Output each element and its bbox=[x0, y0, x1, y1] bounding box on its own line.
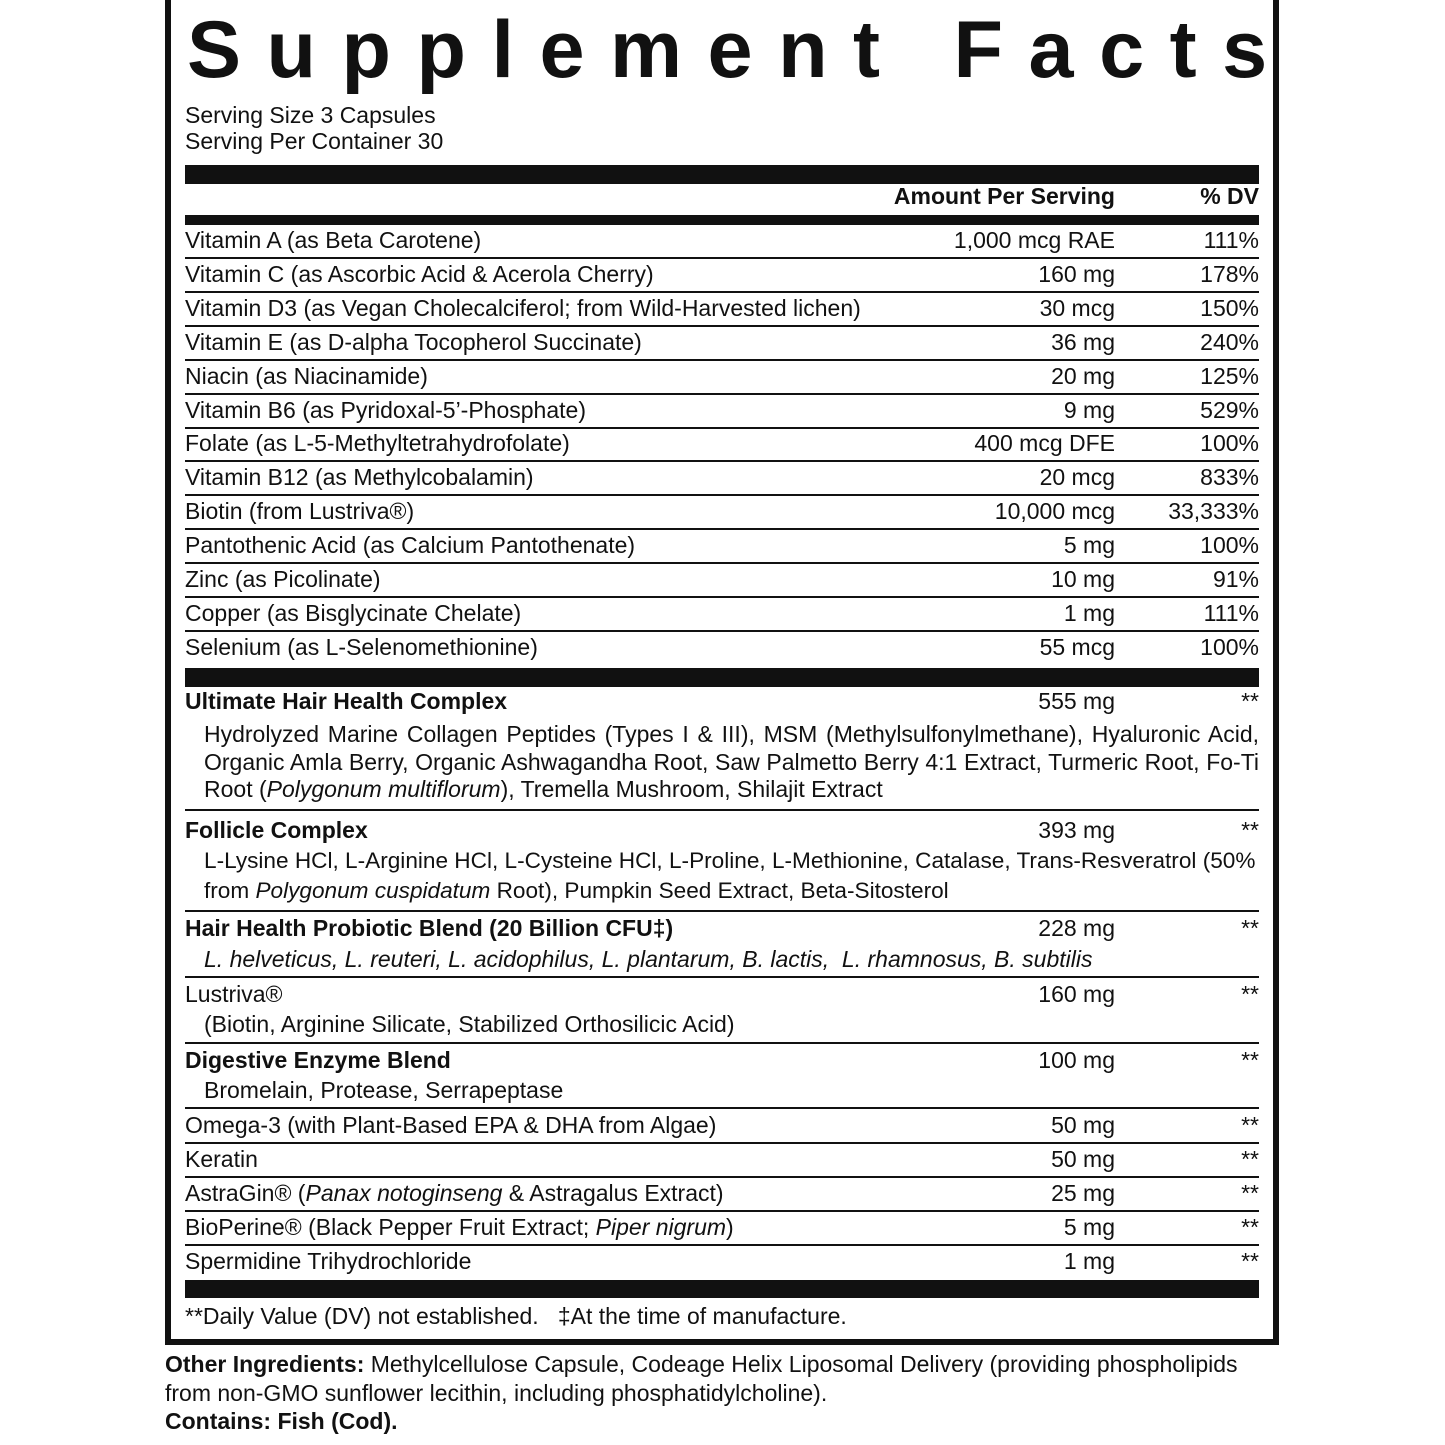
ingredient-dv: 111% bbox=[1203, 227, 1259, 253]
ingredient-dv: ** bbox=[1241, 915, 1259, 941]
ingredient-dv: 529% bbox=[1200, 396, 1259, 423]
ingredient-dv: 33,333% bbox=[1168, 498, 1259, 525]
row-divider bbox=[185, 596, 1259, 598]
row-divider bbox=[185, 291, 1259, 293]
ingredient-dv: 100% bbox=[1200, 430, 1259, 457]
amount-per-serving-header: Amount Per Serving bbox=[893, 183, 1115, 209]
row-divider bbox=[185, 1176, 1259, 1178]
ingredient-name: Vitamin D3 (as Vegan Cholecalciferol; from Wild-Harvested lichen) bbox=[185, 294, 861, 321]
ingredient-dv: ** bbox=[1241, 1248, 1259, 1274]
ingredient-description: Bromelain, Protease, Serrapeptase bbox=[204, 1077, 564, 1103]
row-divider bbox=[185, 1142, 1259, 1144]
ingredient-dv: 240% bbox=[1200, 328, 1259, 355]
ingredient-name: Digestive Enzyme Blend bbox=[185, 1047, 451, 1073]
ingredient-dv: ** bbox=[1241, 1180, 1259, 1206]
panel-title: Supplement Facts bbox=[187, 5, 1293, 95]
ingredient-name: Selenium (as L-Selenomethionine) bbox=[185, 633, 538, 660]
row-divider bbox=[185, 809, 1259, 811]
ingredient-amount: 1 mg bbox=[1063, 1248, 1115, 1274]
row-divider bbox=[185, 460, 1259, 462]
footnote: **Daily Value (DV) not established. ‡At the time of manufacture. bbox=[185, 1303, 847, 1329]
ingredient-dv: ** bbox=[1241, 688, 1259, 714]
ingredient-name: Vitamin B6 (as Pyridoxal-5’-Phosphate) bbox=[185, 396, 586, 423]
row-divider bbox=[185, 494, 1259, 496]
ingredient-name: Folate (as L-5-Methyltetrahydrofolate) bbox=[185, 430, 570, 457]
ingredient-dv: ** bbox=[1241, 1214, 1259, 1240]
serving-size: Serving Size 3 Capsules bbox=[185, 102, 436, 128]
row-divider bbox=[185, 528, 1259, 530]
row-divider bbox=[185, 1210, 1259, 1212]
ingredient-amount: 160 mg bbox=[1038, 981, 1115, 1007]
ingredient-name: BioPerine® (Black Pepper Fruit Extract; Piper nigrum) bbox=[185, 1214, 734, 1240]
row-divider bbox=[185, 562, 1259, 564]
ingredient-dv: ** bbox=[1241, 817, 1259, 843]
ingredient-dv: 100% bbox=[1200, 633, 1259, 660]
ingredient-amount: 10 mg bbox=[1051, 566, 1115, 592]
ingredient-amount: 25 mg bbox=[1051, 1180, 1115, 1206]
row-divider bbox=[185, 1042, 1259, 1044]
dv-header: % DV bbox=[1200, 183, 1259, 209]
ingredient-dv: ** bbox=[1241, 1047, 1259, 1073]
ingredient-name: Biotin (from Lustriva®) bbox=[185, 498, 415, 525]
ingredient-dv: 178% bbox=[1200, 260, 1259, 287]
ingredient-amount: 10,000 mcg bbox=[994, 498, 1115, 525]
other-ingredients bbox=[165, 1350, 1279, 1436]
ingredient-amount: 5 mg bbox=[1063, 532, 1115, 559]
ingredient-dv: 100% bbox=[1200, 532, 1259, 559]
row-divider bbox=[185, 1107, 1259, 1109]
ingredient-name: Vitamin C (as Ascorbic Acid & Acerola Cherry) bbox=[185, 260, 654, 287]
row-divider bbox=[185, 257, 1259, 259]
ingredient-name: Spermidine Trihydrochloride bbox=[185, 1248, 472, 1274]
other-ingredients-text: Methylcellulose Capsule, Codeage Helix Liposomal Delivery (providing phospholipids from non-GMO sunflower lecithin, including phosphatidylcholine). bbox=[165, 1351, 1238, 1406]
ingredient-amount: 1 mg bbox=[1063, 599, 1115, 626]
ingredient-dv: 833% bbox=[1200, 464, 1259, 491]
ingredient-dv: ** bbox=[1241, 1146, 1259, 1172]
ingredient-amount: 9 mg bbox=[1063, 396, 1115, 423]
allergen-statement: Contains: Fish (Cod). bbox=[165, 1408, 398, 1434]
row-divider bbox=[185, 630, 1259, 632]
ingredient-dv: 111% bbox=[1203, 599, 1259, 626]
ingredient-name: Hair Health Probiotic Blend (20 Billion CFU‡) bbox=[185, 915, 674, 941]
ingredient-amount: 50 mg bbox=[1051, 1112, 1115, 1138]
row-divider bbox=[185, 910, 1259, 912]
servings-per-container: Serving Per Container 30 bbox=[185, 128, 444, 154]
row-divider bbox=[185, 359, 1259, 361]
ingredient-dv: 125% bbox=[1200, 362, 1259, 389]
ingredient-amount: 1,000 mcg RAE bbox=[953, 227, 1115, 253]
ingredient-description: Hydrolyzed Marine Collagen Peptides (Types I & III), MSM (Methylsulfonylmethane), Hyaluronic Acid, Organic Amla Berry, Organic Ashwagandha Root, Saw Palmetto Berry 4:1 Extract, Turmeric Root, Fo-Ti Root (Polygonum multiflorum), Tremella Mushroom, Shilajit Extract bbox=[204, 721, 1259, 802]
other-ingredients-label: Other Ingredients: bbox=[165, 1351, 365, 1377]
medium-divider bbox=[185, 215, 1259, 225]
thick-divider bbox=[185, 1280, 1259, 1298]
ingredient-dv: 91% bbox=[1212, 566, 1259, 592]
ingredient-amount: 100 mg bbox=[1038, 1047, 1115, 1073]
ingredient-name: Lustriva® bbox=[185, 981, 283, 1007]
row-divider bbox=[185, 427, 1259, 429]
thick-divider bbox=[185, 668, 1259, 687]
ingredient-name: Vitamin B12 (as Methylcobalamin) bbox=[185, 464, 534, 491]
ingredient-name: Follicle Complex bbox=[185, 817, 368, 843]
ingredient-description: L. helveticus, L. reuteri, L. acidophilus, L. plantarum, B. lactis, L. rhamnosus, B. subtilis bbox=[204, 946, 1093, 972]
row-divider bbox=[185, 393, 1259, 395]
thick-divider bbox=[185, 165, 1259, 184]
ingredient-name: Niacin (as Niacinamide) bbox=[185, 362, 428, 389]
ingredient-amount: 55 mcg bbox=[1039, 633, 1115, 660]
ingredient-description: L-Lysine HCl, L-Arginine HCl, L-Cysteine HCl, L-Proline, L-Methionine, Catalase, Trans-Resveratrol (50% from Polygonum cuspidatum Root), Pumpkin Seed Extract, Beta-Sitosterol bbox=[204, 848, 1256, 903]
ingredient-amount: 30 mcg bbox=[1039, 294, 1115, 321]
ingredient-name: AstraGin® (Panax notoginseng & Astragalus Extract) bbox=[185, 1180, 724, 1206]
ingredient-amount: 50 mg bbox=[1051, 1146, 1115, 1172]
row-divider bbox=[185, 976, 1259, 978]
ingredient-name: Ultimate Hair Health Complex bbox=[185, 688, 508, 714]
ingredient-amount: 393 mg bbox=[1038, 817, 1115, 843]
ingredient-amount: 20 mg bbox=[1051, 362, 1115, 389]
ingredient-name: Keratin bbox=[185, 1146, 258, 1172]
row-divider bbox=[185, 1244, 1259, 1246]
ingredient-dv: ** bbox=[1241, 981, 1259, 1007]
ingredient-amount: 20 mcg bbox=[1039, 464, 1115, 491]
ingredient-name: Pantothenic Acid (as Calcium Pantothenate) bbox=[185, 532, 636, 559]
ingredient-name: Vitamin A (as Beta Carotene) bbox=[185, 227, 482, 253]
ingredient-amount: 400 mcg DFE bbox=[974, 430, 1115, 457]
ingredient-amount: 5 mg bbox=[1063, 1214, 1115, 1240]
ingredient-description: (Biotin, Arginine Silicate, Stabilized Orthosilicic Acid) bbox=[204, 1011, 735, 1037]
ingredient-name: Vitamin E (as D-alpha Tocopherol Succinate) bbox=[185, 328, 642, 355]
ingredient-amount: 160 mg bbox=[1038, 260, 1115, 287]
ingredient-name: Copper (as Bisglycinate Chelate) bbox=[185, 599, 522, 626]
row-divider bbox=[185, 325, 1259, 327]
ingredient-amount: 228 mg bbox=[1038, 915, 1115, 941]
ingredient-amount: 36 mg bbox=[1051, 328, 1115, 355]
ingredient-name: Omega-3 (with Plant-Based EPA & DHA from Algae) bbox=[185, 1112, 717, 1138]
ingredient-dv: 150% bbox=[1200, 294, 1259, 321]
supplement-facts-panel bbox=[165, 0, 1293, 1345]
ingredient-name: Zinc (as Picolinate) bbox=[185, 566, 381, 592]
ingredient-amount: 555 mg bbox=[1038, 688, 1115, 714]
ingredient-dv: ** bbox=[1241, 1112, 1259, 1138]
